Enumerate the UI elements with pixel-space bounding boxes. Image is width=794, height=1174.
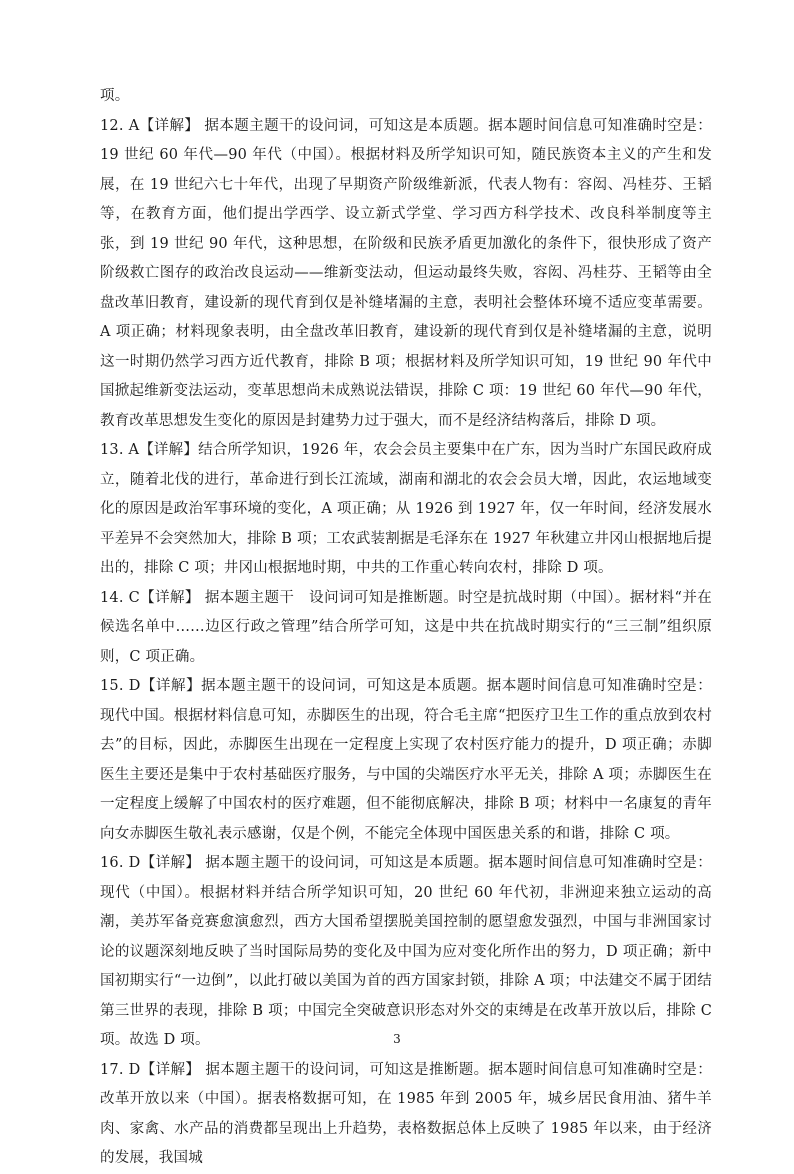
continuation-text: 项。 (100, 88, 130, 104)
answer-12: 12. A【详解】 据本题主题干的设问词，可知这是本质题。据本题时间信息可知准确时空是：19 世纪 60 年代—90 年代（中国）。根据材料及所学知识可知，随民族资本主义的产生和发展，在 19 世纪六七十年代，出现了早期资产阶级维新派，代表人物有：容闳、冯桂芬、王韬等，在教育方面，他们提出学西学、设立新式学堂、学习西方科学技术、改良科举制度等主张，到 19 世纪 90 年代，这种思想，在阶级和民族矛盾更加激化的条件下，很快形成了资产阶级救亡图存的政治改良运动——维新变法动，但运动最终失败，容闳、冯桂芬、王韬等由全盘改革旧教育，建设新的现代育到仅是补缝堵漏的主意，表明社会整体环境不适应变革需要。A 项正确；材料现象表明，由全盘改革旧教育，建设新的现代育到仅是补缝堵漏的主意，说明这一时期仍然学习西方近代教育，排除 B 项；根据材料及所学知识可知，19 世纪 90 年代中国掀起维新变法运动，变革思想尚未成熟说法错误，排除 C 项：19 世纪 60 年代—90 年代，教育改革思想发生变化的原因是封建势力过于强大，而不是经济结构落后，排除 D 项。 (100, 117, 712, 429)
answer-13: 13. A【详解】结合所学知识，1926 年，农会会员主要集中在广东，因为当时广东国民政府成立，随着北伐的进行，革命进行到长江流域，湖南和湖北的农会会员大增，因此，农运地域变化的原因是政治军事环境的变化，A 项正确；从 1926 到 1927 年，仅一年时间，经济发展水平差异不会突然加大，排除 B 项；工农武装割据是毛泽东在 1927 年秋建立井冈山根据地后提出的，排除 C 项；井冈山根据地时期，中共的工作重心转向农村，排除 D 项。 (100, 442, 712, 576)
answer-16: 16. D【详解】 据本题主题干的设问词，可知这是本质题。据本题时间信息可知准确时空是：现代（中国）。根据材料并结合所学知识可知，20 世纪 60 年代初，非洲迎来独立运动的高潮，美苏军备竞赛愈演愈烈，西方大国希望摆脱美国控制的愿望愈发强烈，中国与非洲国家讨论的议题深刻地反映了当时国际局势的变化及中国为应对变化所作出的努力，D 项正确；新中国初期实行“一边倒”，以此打破以美国为首的西方国家封锁，排除 A 项；中法建交不属于团结第三世界的表现，排除 B 项；中国完全突破意识形态对外交的束缚是在改革开放以后，排除 C 项。故选 D 项。 (100, 855, 712, 1048)
page-number: 3 (393, 1032, 401, 1046)
answer-15: 15. D【详解】据本题主题干的设问词，可知这是本质题。据本题时间信息可知准确时空是：现代中国。根据材料信息可知，赤脚医生的出现，符合毛主席“把医疗卫生工作的重点放到农村去”的目标，因此，赤脚医生出现在一定程度上实现了农村医疗能力的提升，D 项正确；赤脚医生主要还是集中于农村基础医疗服务，与中国的尖端医疗水平无关，排除 A 项；赤脚医生在一定程度上缓解了中国农村的医疗难题，但不能彻底解决，排除 B 项；材料中一名康复的青年向女赤脚医生敬礼表示感谢，仅是个例，不能完全体现中国医患关系的和谐，排除 C 项。 (100, 678, 712, 842)
answer-17: 17. D【详解】 据本题主题干的设问词，可知这是推断题。据本题时间信息可知准确时空是：改革开放以来（中国）。据表格数据可知，在 1985 年到 2005 年，城乡居民食用油、猪牛羊肉、家禽、水产品的消费都呈现出上升趋势，表格数据总体上反映了 1985 年以来，由于经济的发展，我国城 (100, 1061, 712, 1166)
answer-14: 14. C【详解】 据本题主题干 设问词可知是推断题。时空是抗战时期（中国）。据材料“并在候选名单中……边区行政之管理”结合所学可知，这是中共在抗战时期实行的“三三制”组织原则，C 项正确。 (100, 589, 712, 665)
